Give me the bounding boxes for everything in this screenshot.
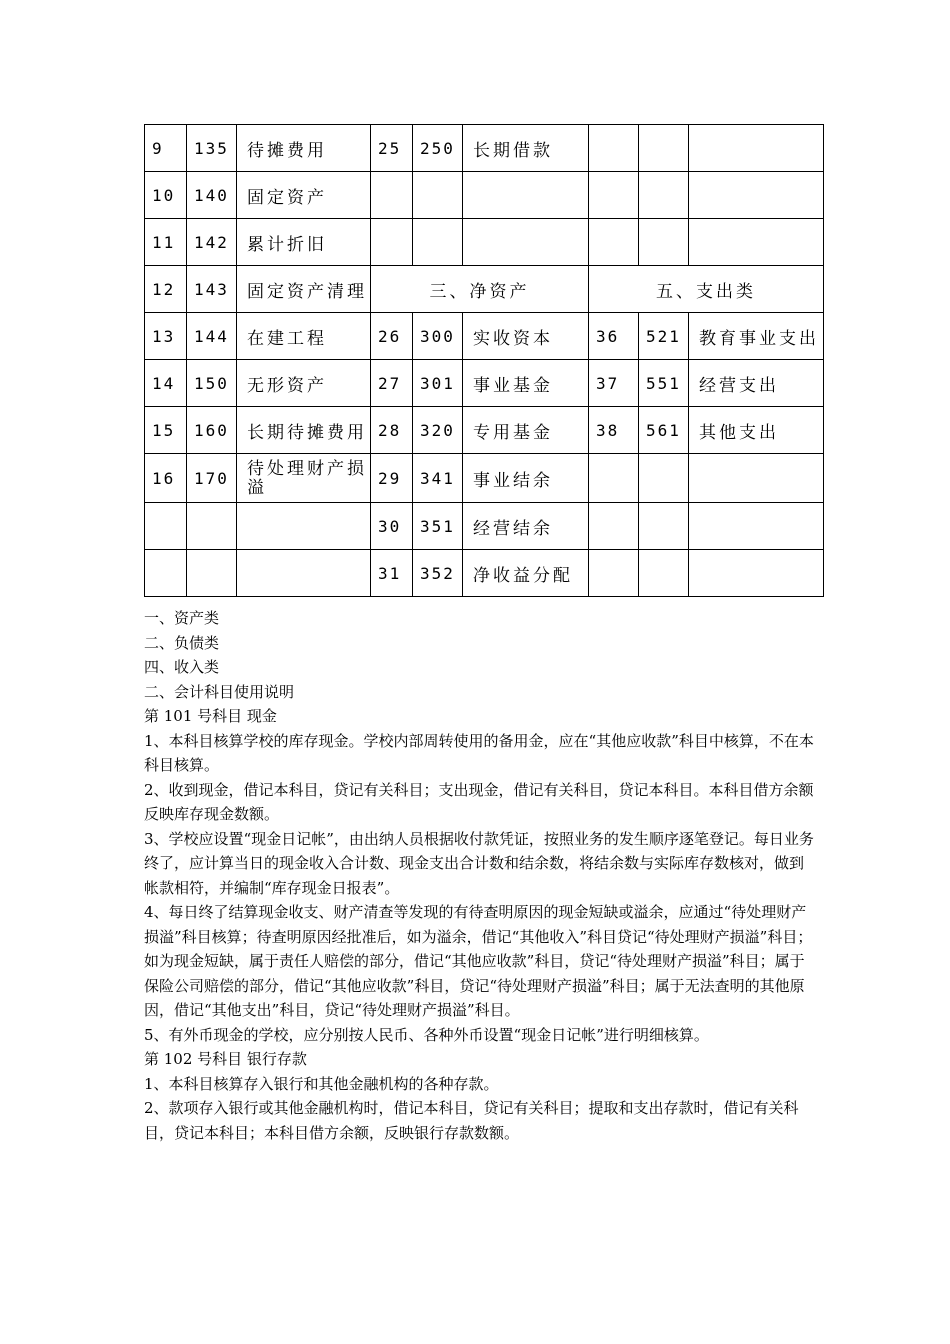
paragraph: 5、有外币现金的学校，应分别按人民币、各种外币设置“现金日记帐”进行明细核算。 [144,1025,709,1044]
heading-usage-notes: 二、会计科目使用说明 [144,682,295,701]
table-cell: 341 [413,454,463,503]
table-cell: 170 [187,454,237,503]
table-cell: 30 [371,503,413,550]
table-cell [413,219,463,266]
paragraph: 2、收到现金，借记本科目，贷记有关科目；支出现金，借记有关科目，贷记本科目。本科目借方余额反映库存现金数额。 [144,780,814,823]
table-cell [237,550,371,597]
table-cell: 待处理财产损溢 [237,454,371,503]
table-cell: 实收资本 [463,313,589,360]
section-header-net-assets: 三、净资产 [371,266,589,313]
table-cell: 长期借款 [463,125,589,172]
table-cell [145,503,187,550]
table-cell: 经营支出 [689,360,824,407]
table-cell: 143 [187,266,237,313]
table-cell: 经营结余 [463,503,589,550]
table-cell: 固定资产清理 [237,266,371,313]
table-cell: 142 [187,219,237,266]
table-cell: 累计折旧 [237,219,371,266]
table-cell: 14 [145,360,187,407]
table-cell [413,172,463,219]
table-row [145,219,824,266]
table-cell: 250 [413,125,463,172]
table-cell: 待摊费用 [237,125,371,172]
heading-account-101: 第 101 号科目 现金 [144,707,277,725]
table-cell [689,219,824,266]
table-cell: 29 [371,454,413,503]
table-cell: 521 [639,313,689,360]
table-cell [371,172,413,219]
table-cell: 25 [371,125,413,172]
table-cell [689,125,824,172]
paragraph: 1、本科目核算学校的库存现金。学校内部周转使用的备用金，应在“其他应收款”科目中核算，不在本科目核算。 [144,731,814,774]
table-cell: 150 [187,360,237,407]
table-cell: 15 [145,407,187,454]
table-cell [463,172,589,219]
table-cell: 26 [371,313,413,360]
table-cell: 36 [589,313,639,360]
table-cell: 固定资产 [237,172,371,219]
table-cell: 28 [371,407,413,454]
table-cell: 135 [187,125,237,172]
table-cell: 160 [187,407,237,454]
table-cell [639,503,689,550]
section-header-expenses: 五、支出类 [589,266,824,313]
heading-liabilities: 二、负债类 [144,633,220,652]
table-row [145,550,824,597]
heading-account-102: 第 102 号科目 银行存款 [144,1050,307,1068]
table-cell: 其他支出 [689,407,824,454]
table-cell [639,125,689,172]
paragraph: 4、每日终了结算现金收支、财产清查等发现的有待查明原因的现金短缺或溢余，应通过“待处理财产损溢”科目核算；待查明原因经批准后，如为溢余，借记“其他收入”科目贷记“待处理财产损溢”科目；如为现金短缺，属于责任人赔偿的部分，借记“其他应收款”科目，贷记“待处理财产损溢”科目；属于保险公司赔偿的部分，借记“其他应收款”科目，贷记“待处理财产损溢”科目；属于无法查明的其他原因，借记“其他支出”科目，贷记“待处理财产损溢”科目。 [144,903,813,1019]
table-cell: 净收益分配 [463,550,589,597]
table-cell: 31 [371,550,413,597]
table-cell [589,503,639,550]
table-cell: 351 [413,503,463,550]
table-row [145,503,824,550]
table-cell [187,503,237,550]
table-cell [639,172,689,219]
heading-assets: 一、资产类 [144,609,220,627]
body-text [144,606,814,1145]
table-cell [589,454,639,503]
table-cell: 10 [145,172,187,219]
table-cell: 144 [187,313,237,360]
account-codes-table [144,124,824,597]
table-row [145,172,824,219]
table-cell: 140 [187,172,237,219]
table-cell [689,503,824,550]
table-row [145,407,824,454]
table-row [145,125,824,172]
heading-revenue: 四、收入类 [144,658,220,676]
table-cell [237,503,371,550]
table-row [145,454,824,503]
table-cell [589,219,639,266]
table-cell: 无形资产 [237,360,371,407]
table-cell: 301 [413,360,463,407]
table-cell: 551 [639,360,689,407]
table-cell [639,550,689,597]
table-cell: 38 [589,407,639,454]
table-cell [589,172,639,219]
paragraph: 3、学校应设置“现金日记帐”，由出纳人员根据收付款凭证，按照业务的发生顺序逐笔登记。每日业务终了，应计算当日的现金收入合计数、现金支出合计数和结余数，将结余数与实际库存数核对，做到帐款相符，并编制“库存现金日报表”。 [144,829,814,897]
table-cell: 专用基金 [463,407,589,454]
table-cell [689,454,824,503]
table-cell [371,219,413,266]
table-cell: 12 [145,266,187,313]
table-cell [639,454,689,503]
table-cell [187,550,237,597]
table-cell: 320 [413,407,463,454]
table-cell: 37 [589,360,639,407]
table-cell: 9 [145,125,187,172]
table-cell: 352 [413,550,463,597]
table-cell [639,219,689,266]
table-cell [463,219,589,266]
table-cell [145,550,187,597]
table-cell: 561 [639,407,689,454]
table-cell: 事业结余 [463,454,589,503]
table-cell [689,172,824,219]
paragraph: 2、款项存入银行或其他金融机构时，借记本科目，贷记有关科目；提取和支出存款时，借记有关科目，贷记本科目；本科目借方余额，反映银行存款数额。 [144,1099,799,1142]
table-cell [589,125,639,172]
table-cell: 11 [145,219,187,266]
table-row [145,360,824,407]
table-row [145,313,824,360]
table-row [145,266,824,313]
table-cell [689,550,824,597]
table-cell: 长期待摊费用 [237,407,371,454]
table-cell: 事业基金 [463,360,589,407]
table-cell: 27 [371,360,413,407]
table-cell: 16 [145,454,187,503]
table-cell: 300 [413,313,463,360]
table-cell: 在建工程 [237,313,371,360]
table-cell: 13 [145,313,187,360]
paragraph: 1、本科目核算存入银行和其他金融机构的各种存款。 [144,1074,499,1093]
table-cell [589,550,639,597]
table-cell: 教育事业支出 [689,313,824,360]
